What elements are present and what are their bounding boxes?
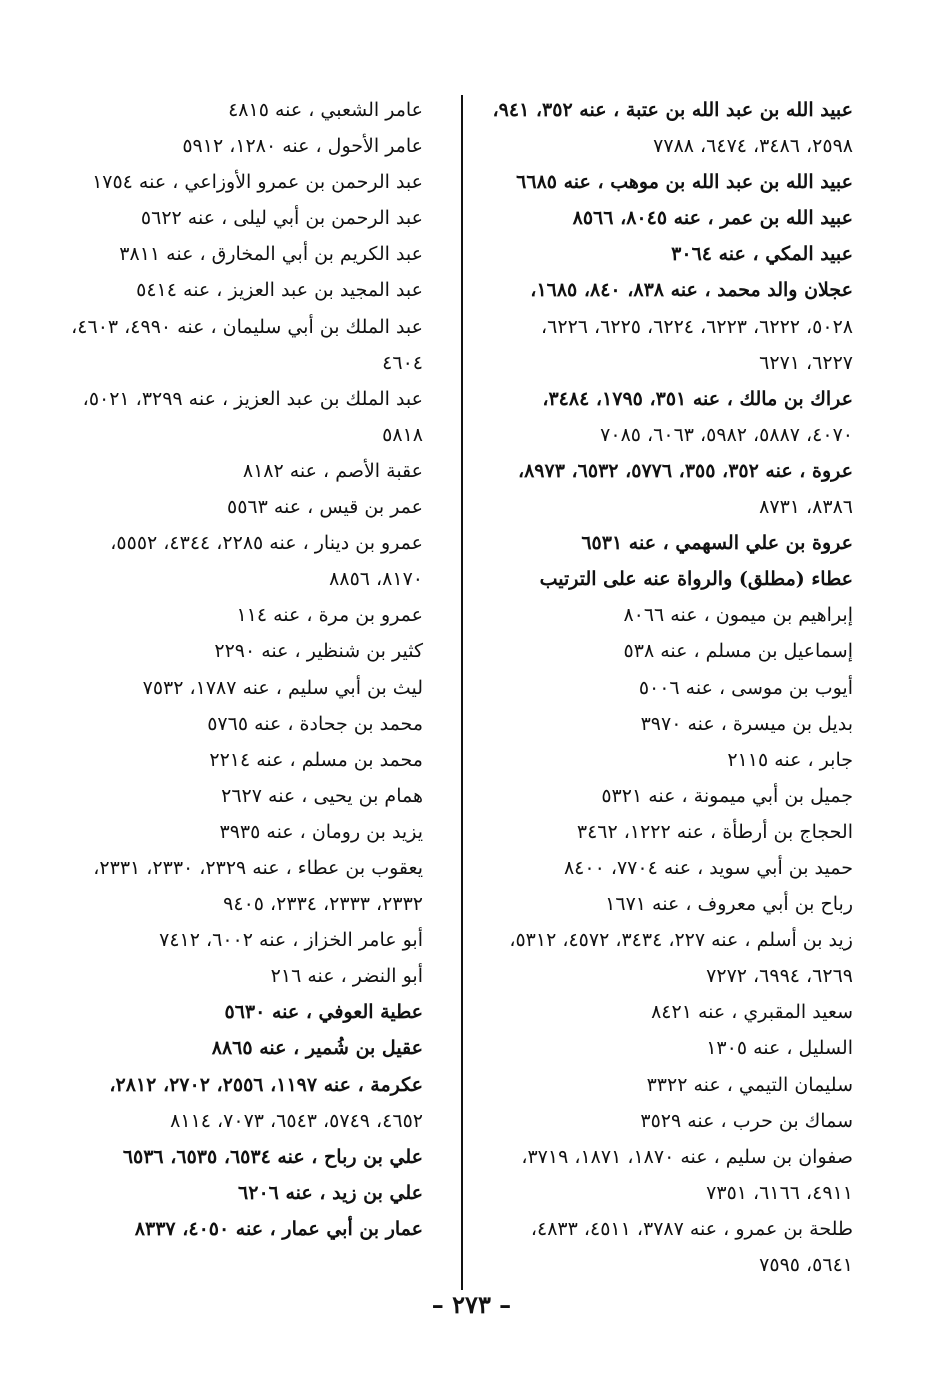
index-entry-line: بديل بن ميسرة ، عنه ٣٩٧٠ <box>640 712 853 735</box>
index-entry-line: عبد الرحمن بن عمرو الأوزاعي ، عنه ١٧٥٤ <box>92 171 423 194</box>
index-entry-line: عمرو بن مرة ، عنه ١١٤ <box>236 604 423 627</box>
index-entry-line: عبد الملك بن عبد العزيز ، عنه ٣٢٩٩، ٥٠٢١، <box>82 387 423 410</box>
index-entry-line: زيد بن أسلم ، عنه ٢٢٧، ٣٤٣٤، ٤٥٧٢، ٥٣١٢، <box>509 929 853 952</box>
index-entry-line: عبد الملك بن أبي سليمان ، عنه ٤٩٩٠، ٤٦٠٣، <box>71 315 423 338</box>
index-entry-line: عمر بن قيس ، عنه ٥٥٦٣ <box>226 496 423 519</box>
index-entry-line: ليث بن أبي سليم ، عنه ١٧٨٧، ٧٥٣٢ <box>142 676 423 699</box>
index-entry-line: إبراهيم بن ميمون ، عنه ٨٠٦٦ <box>623 604 853 627</box>
index-entry-line: جميل بن أبي ميمونة ، عنه ٥٣٢١ <box>601 784 853 807</box>
index-entry-line: السليل ، عنه ١٣٠٥ <box>706 1037 853 1060</box>
index-entry-line: عبيد الله بن عبد الله بن موهب ، عنه ٦٦٨٥ <box>516 171 853 194</box>
index-column-left <box>43 92 423 1247</box>
index-entry-line: عبيد الله بن عبد الله بن عتبة ، عنه ٣٥٢، ٩٤١، <box>492 99 853 121</box>
index-entry-line: ٤٦٠٤ <box>382 351 423 374</box>
index-entry-line: عبد الكريم بن أبي المخارق ، عنه ٣٨١١ <box>119 243 423 266</box>
index-entry-line: علي بن رباح ، عنه ٦٥٣٤، ٦٥٣٥، ٦٥٣٦ <box>122 1145 423 1168</box>
index-entry-line: محمد بن جحادة ، عنه ٥٧٦٥ <box>207 712 423 735</box>
index-entry-line: ٥٦٤١، ٧٥٩٥ <box>759 1254 853 1276</box>
index-entry-line: سعيد المقبري ، عنه ٨٤٢١ <box>651 1001 853 1024</box>
index-entry-line: عطية العوفي ، عنه ٥٦٣٠ <box>224 1001 423 1024</box>
index-entry-line: أيوب بن موسى ، عنه ٥٠٠٦ <box>638 676 853 699</box>
index-entry-line: عمار بن أبي عمار ، عنه ٤٠٥٠، ٨٣٣٧ <box>134 1217 423 1240</box>
index-entry-line: سماك بن حرب ، عنه ٣٥٢٩ <box>640 1109 853 1132</box>
index-entry-line: طلحة بن عمرو ، عنه ٣٧٨٧، ٤٥١١، ٤٨٣٣، <box>530 1217 853 1240</box>
index-column-right <box>483 92 853 1283</box>
index-entry-line: عبد المجيد بن عبد العزيز ، عنه ٥٤١٤ <box>136 279 423 302</box>
index-entry-line: عروة ، عنه ٣٥٢، ٣٥٥، ٥٧٧٦، ٦٥٣٢، ٨٩٧٣، <box>517 459 853 482</box>
index-entry-line: عامر الشعبي ، عنه ٤٨١٥ <box>228 99 423 121</box>
index-entry-line: يزيد بن رومان ، عنه ٣٩٣٥ <box>219 820 423 843</box>
index-entry-line: همام بن يحيى ، عنه ٢٦٢٧ <box>221 784 423 807</box>
index-entry-line: ٥٨١٨ <box>382 423 423 446</box>
index-entry-line: ٤٠٧٠، ٥٨٨٧، ٥٩٨٢، ٦٠٦٣، ٧٠٨٥ <box>600 423 853 446</box>
index-entry-line: صفوان بن سليم ، عنه ١٨٧٠، ١٨٧١، ٣٧١٩، <box>521 1145 853 1168</box>
index-entry-line: عبيد الله بن عمر ، عنه ٨٠٤٥، ٨٥٦٦ <box>572 207 853 230</box>
index-entry-line: عراك بن مالك ، عنه ٣٥١، ١٧٩٥، ٣٤٨٤، <box>542 387 853 410</box>
index-entry-line: يعقوب بن عطاء ، عنه ٢٣٢٩، ٢٣٣٠، ٢٣٣١، <box>93 856 423 879</box>
index-entry-line: أبو عامر الخزاز ، عنه ٦٠٠٢، ٧٤١٢ <box>159 929 423 952</box>
index-entry-line: ٨١٧٠، ٨٨٥٦ <box>329 568 423 591</box>
column-divider <box>461 95 463 1290</box>
index-entry-line: علي بن زيد ، عنه ٦٢٠٦ <box>238 1181 423 1204</box>
index-entry-line: عطاء (مطلق) والرواة عنه على الترتيب <box>539 568 853 591</box>
index-entry-line: عروة بن علي السهمي ، عنه ٦٥٣١ <box>581 532 853 555</box>
index-entry-line: الحجاج بن أرطأة ، عنه ١٢٢٢، ٣٤٦٢ <box>576 820 853 843</box>
index-entry-line: عامر الأحول ، عنه ١٢٨٠، ٥٩١٢ <box>182 135 423 158</box>
index-entry-line: ٥٠٢٨، ٦٢٢٢، ٦٢٢٣، ٦٢٢٤، ٦٢٢٥، ٦٢٢٦، <box>541 315 853 338</box>
index-entry-line: ٤٦٥٢، ٥٧٤٩، ٦٥٤٣، ٧٠٧٣، ٨١١٤ <box>170 1109 423 1132</box>
index-entry-line: عمرو بن دينار ، عنه ٢٢٨٥، ٤٣٤٤، ٥٥٥٢، <box>110 532 423 555</box>
index-entry-line: عكرمة ، عنه ١١٩٧، ٢٥٥٦، ٢٧٠٢، ٢٨١٢، <box>109 1073 423 1096</box>
index-entry-line: سليمان التيمي ، عنه ٣٣٢٢ <box>646 1073 853 1096</box>
index-entry-line: عبد الرحمن بن أبي ليلى ، عنه ٥٦٢٢ <box>140 207 423 230</box>
index-entry-line: ٢٥٩٨، ٣٤٨٦، ٦٤٧٤، ٧٧٨٨ <box>653 135 853 158</box>
index-entry-line: ٦٢٢٧، ٦٢٧١ <box>759 351 853 374</box>
index-entry-line: محمد بن مسلم ، عنه ٢٢١٤ <box>209 748 423 771</box>
page-number: – ٢٧٣ – <box>431 1290 512 1319</box>
index-entry-line: ٢٣٣٢، ٢٣٣٣، ٢٣٣٤، ٩٤٠٥ <box>223 893 423 916</box>
index-entry-line: حميد بن أبي سويد ، عنه ٧٧٠٤، ٨٤٠٠ <box>563 856 853 879</box>
index-entry-line: ٦٢٦٩، ٦٩٩٤، ٧٢٧٢ <box>706 965 853 988</box>
index-entry-line: جابر ، عنه ٢١١٥ <box>727 748 853 771</box>
index-entry-line: عقبة الأصم ، عنه ٨١٨٢ <box>242 459 423 482</box>
index-entry-line: كثير بن شنظير ، عنه ٢٢٩٠ <box>214 640 423 663</box>
index-entry-line: أبو النضر ، عنه ٢١٦ <box>270 965 423 988</box>
index-entry-line: ٨٣٨٦، ٨٧٣١ <box>759 496 853 519</box>
index-entry-line: عجلان والد محمد ، عنه ٨٣٨، ٨٤٠، ١٦٨٥، <box>530 279 853 302</box>
index-entry-line: ٤٩١١، ٦١٦٦، ٧٣٥١ <box>706 1181 853 1204</box>
index-entry-line: عقيل بن شُمير ، عنه ٨٨٦٥ <box>211 1037 423 1060</box>
index-entry-line: عبيد المكي ، عنه ٣٠٦٤ <box>671 243 853 266</box>
index-entry-line: إسماعيل بن مسلم ، عنه ٥٣٨ <box>623 640 853 663</box>
index-entry-line: رباح بن أبي معروف ، عنه ١٦٧١ <box>605 893 853 916</box>
